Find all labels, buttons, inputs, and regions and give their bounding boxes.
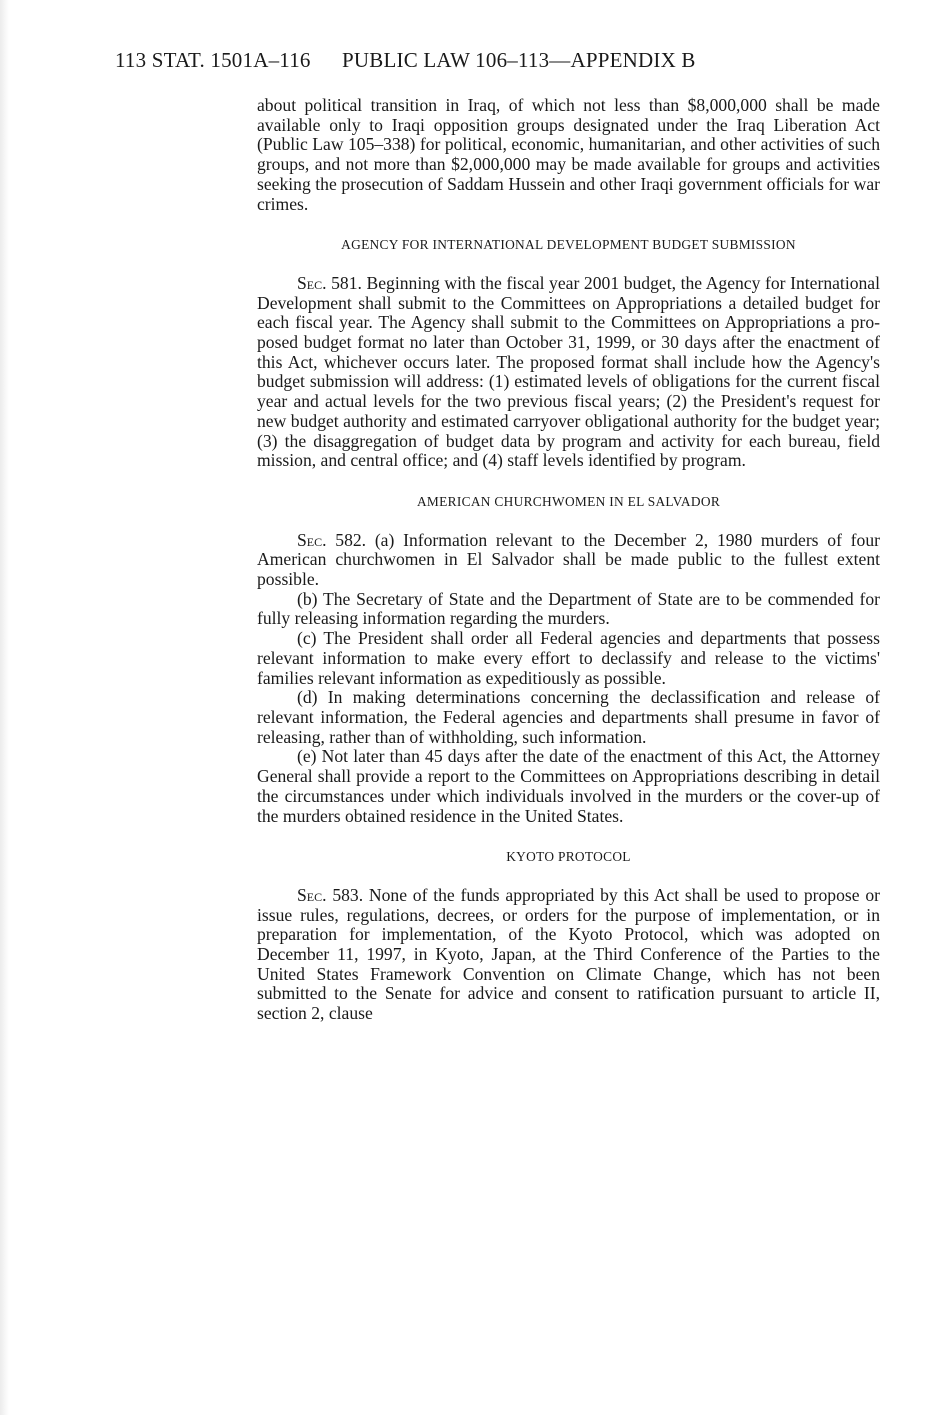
running-header: [115, 48, 696, 73]
section-heading-aid-budget: AGENCY FOR INTERNATIONAL DEVELOPMENT BUDGET SUBMISSION: [341, 237, 796, 253]
section-text: Beginning with the fiscal year 2001 budget, the Agency for International Development shall submit to the Committees on Appropriations a detailed budget for each fiscal year. The Agency shall submit to the Committees on Appropriations a proposed budget format no later than October 31, 1999, or 30 days after the enactment of this Act, whichever occurs later. The proposed format shall include how the Agency's budget submission will address: (1) estimated levels of obligations for the current fiscal year and actual levels for the two previous fiscal years; (2) the President's request for new budget authority and estimated carryover obligational authority for the budget year; (3) the disaggregation of budget data by program and activity for each bureau, field mission, and central office; and (4) staff levels identified by program.: [257, 272, 880, 471]
section-582-paragraph-e: (e) Not later than 45 days after the date of the enactment of this Act, the Attorney General shall provide a report to the Committees on Appropriations describing in detail the circumstances under which individuals involved in the murders or the cover-up of the murders obtained residence in the United States.: [257, 746, 880, 826]
continued-paragraph: about political transition in Iraq, of which not less than $8,000,000 shall be made available only to Iraqi opposition groups designated under the Iraq Liberation Act (Public Law 105–338) for political, economic, humanitarian, and other activities of such groups, and not more than $2,000,000 may be made available for groups and activities seeking the prosecution of Saddam Hussein and other Iraqi government officials for war crimes.: [257, 95, 880, 214]
section-582-paragraph-a: [257, 531, 880, 590]
section-heading-kyoto: KYOTO PROTOCOL: [506, 849, 631, 865]
section-581-paragraph: [257, 274, 880, 471]
section-label: Sec.: [297, 272, 327, 293]
section-label: Sec.: [297, 884, 327, 905]
public-law-reference: PUBLIC LAW 106–113—APPENDIX B: [342, 48, 696, 72]
section-number: 582.: [335, 529, 375, 550]
section-582-paragraph-c: (c) The President shall order all Federal agencies and departments that possess relevant information to make every effort to declassify and release to the victims' families relevant information as expeditiously as possible.: [257, 628, 880, 688]
section-number: 583.: [332, 884, 369, 905]
section-583-paragraph: [257, 886, 880, 1024]
section-label: Sec.: [297, 529, 327, 550]
page-body: [257, 96, 880, 1024]
section-582-paragraph-b: (b) The Secretary of State and the Department of State are to be commended for fully releasing information regarding the murders.: [257, 588, 880, 629]
section-text: (a) Information relevant to the December 2, 1980 murders of four American churchwomen in El Salvador shall be made public to the fullest extent possible.: [257, 529, 880, 590]
page-edge-shadow: [0, 0, 9, 1415]
section-582-paragraph-d: (d) In making determinations concerning the declassification and release of relevant information, the Federal agencies and departments shall presume in favor of releasing, rather than of withholding, such information.: [257, 687, 880, 747]
section-text: None of the funds appropriated by this Act shall be used to propose or issue rules, regulations, decrees, or orders for the purpose of implementation, or in preparation for implementation, of the Kyoto Protocol, which was adopted on December 11, 1997, in Kyoto, Japan, at the Third Conference of the Parties to the United States Framework Convention on Climate Change, which has not been submitted to the Senate for advice and consent to ratification pursuant to article II, section 2, clause: [257, 884, 880, 1024]
section-heading-churchwomen: AMERICAN CHURCHWOMEN IN EL SALVADOR: [416, 493, 721, 509]
statute-reference: 113 STAT. 1501A–116: [115, 48, 311, 72]
section-number: 581.: [331, 272, 367, 293]
